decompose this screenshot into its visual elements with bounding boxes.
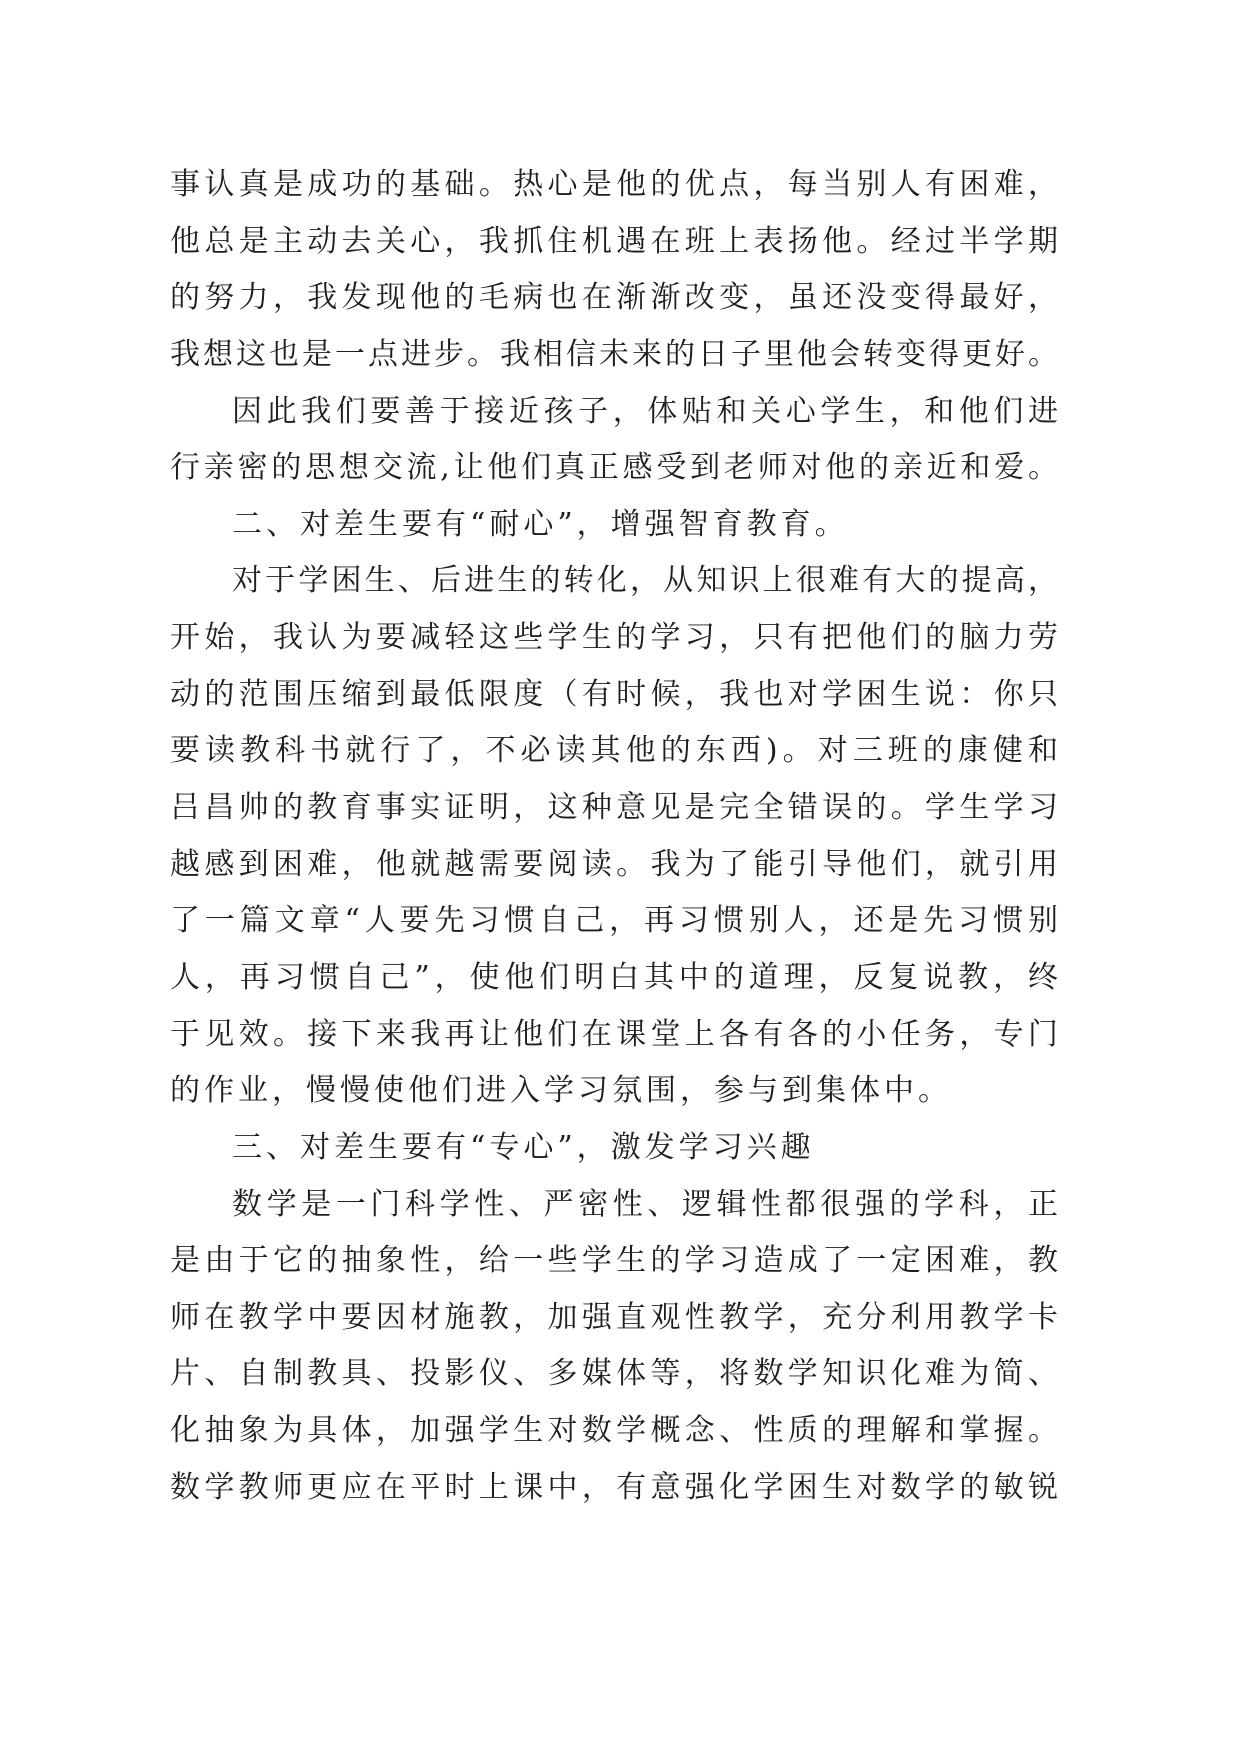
section-heading (170, 497, 1058, 554)
text-line: 开始，我认为要减轻这些学生的学习，只有把他们的脑力劳 (170, 620, 1058, 656)
heading-line: 三、对差生要有“专心”，激发学习兴趣 (232, 1129, 815, 1165)
paragraph (170, 157, 1058, 384)
text-line: 于见效。接下来我再让他们在课堂上各有各的小任务，专门 (170, 1016, 1058, 1052)
text-line: 动的范围压缩到最低限度（有时候，我也对学困生说：你只 (170, 676, 1058, 712)
text-line: 的作业，慢慢使他们进入学习氛围，参与到集体中。 (170, 1073, 952, 1109)
text-line: 师在教学中要因材施教，加强直观性教学，充分利用教学卡 (170, 1299, 1058, 1335)
text-line: 片、自制教具、投影仪、多媒体等，将数学知识化难为简、 (170, 1356, 1058, 1392)
heading-line: 二、对差生要有“耐心”，增强智育教育。 (232, 506, 849, 542)
text-line: 对于学困生、后进生的转化，从知识上很难有大的提高， (232, 563, 1058, 599)
text-line: 化抽象为具体，加强学生对数学概念、性质的理解和掌握。 (170, 1413, 1058, 1449)
text-line: 人，再习惯自己”，使他们明白其中的道理，反复说教，终 (170, 959, 1058, 995)
section-heading (170, 1120, 1058, 1177)
text-line: 了一篇文章“人要先习惯自己，再习惯别人，还是先习惯别 (170, 903, 1058, 939)
document-body (170, 157, 1058, 1516)
text-line: 是由于它的抽象性，给一些学生的学习造成了一定困难，教 (170, 1243, 1058, 1279)
text-line: 越感到困难，他就越需要阅读。我为了能引导他们，就引用 (170, 846, 1058, 882)
text-line: 行亲密的思想交流,让他们真正感受到老师对他的亲近和爱。 (170, 450, 1058, 486)
text-line: 数学是一门科学性、严密性、逻辑性都很强的学科，正 (232, 1186, 1058, 1222)
text-line: 吕昌帅的教育事实证明，这种意见是完全错误的。学生学习 (170, 790, 1058, 826)
text-line: 他总是主动去关心，我抓住机遇在班上表扬他。经过半学期 (170, 223, 1058, 259)
paragraph (170, 553, 1058, 1119)
text-line: 要读教科书就行了，不必读其他的东西)。对三班的康健和 (170, 733, 1058, 769)
paragraph (170, 1177, 1058, 1517)
paragraph (170, 384, 1058, 497)
text-line: 因此我们要善于接近孩子，体贴和关心学生，和他们进 (232, 393, 1058, 429)
text-line: 我想这也是一点进步。我相信未来的日子里他会转变得更好。 (170, 336, 1058, 372)
text-line: 的努力，我发现他的毛病也在渐渐改变，虽还没变得最好， (170, 280, 1058, 316)
text-line: 事认真是成功的基础。热心是他的优点，每当别人有困难， (170, 167, 1058, 202)
text-line: 数学教师更应在平时上课中，有意强化学困生对数学的敏锐 (170, 1469, 1058, 1505)
